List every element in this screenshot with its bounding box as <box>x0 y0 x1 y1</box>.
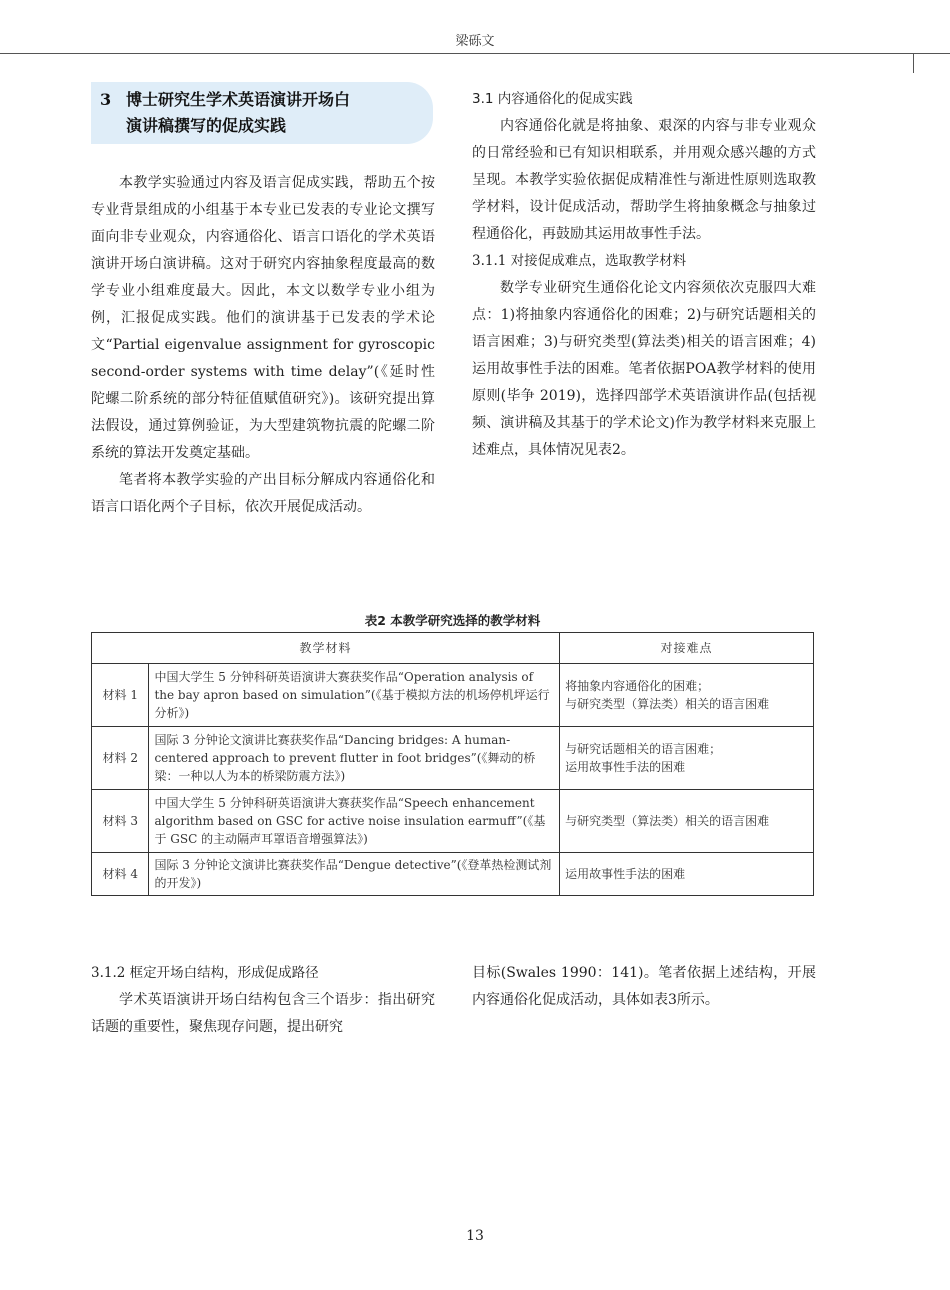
header-rule <box>0 53 950 54</box>
table-cell-material: 中国大学生 5 分钟科研英语演讲大赛获奖作品“Speech enhancement algorithm based on GSC for active noise insulation earmuff”(《基于 GSC 的主动隔声耳罩语音增强算法》) <box>149 790 560 853</box>
subsection-heading-3-1: 3.1 内容通俗化的促成实践 <box>472 91 633 107</box>
table-cell-id: 材料 1 <box>92 664 149 727</box>
bottom-right-column <box>472 960 816 1014</box>
table-row <box>92 853 814 896</box>
section-heading <box>100 87 420 139</box>
table-header-row <box>92 633 814 664</box>
right-paragraph-2: 数学专业研究生通俗化论文内容须依次克服四大难点：1)将抽象内容通俗化的困难；2)与研究话题相关的语言困难；3)与研究类型(算法类)相关的语言困难；4)运用故事性手法的困难。笔者依据POA教学材料的使用原则(毕争 2019)，选择四部学术英语演讲作品(包括视频、演讲稿及其基于的学术论文)作为教学材料来克服上述难点，具体情况见表2。 <box>472 280 816 458</box>
bottom-left-column <box>91 960 435 1041</box>
left-column <box>91 170 435 521</box>
subsection-heading-3-1-2: 3.1.2 框定开场白结构，形成促成路径 <box>91 965 319 981</box>
table-cell-material: 国际 3 分钟论文演讲比赛获奖作品“Dancing bridges: A human-centered approach to prevent flutter in foot bridges”(《舞动的桥梁：一种以人为本的桥梁防震方法》) <box>149 727 560 790</box>
section-title-line1: 博士研究生学术英语演讲开场白 <box>126 90 351 109</box>
table-cell-difficulty: 与研究话题相关的语言困难； 运用故事性手法的困难 <box>560 727 814 790</box>
table-cell-id: 材料 2 <box>92 727 149 790</box>
table-row <box>92 664 814 727</box>
left-paragraph-1: 本教学实验通过内容及语言促成实践，帮助五个按专业背景组成的小组基于本专业已发表的专业论文撰写面向非专业观众，内容通俗化、语言口语化的学术英语演讲开场白演讲稿。这对于研究内容抽象程度最高的数学专业小组难度最大。因此，本文以数学专业小组为例，汇报促成实践。他们的演讲基于已发表的学术论文“Partial eigenvalue assignment for gyroscopic second-order systems with time delay”(《延时性陀螺二阶系统的部分特征值赋值研究》)。该研究提出算法假设，通过算例验证，为大型建筑物抗震的陀螺二阶系统的算法开发奠定基础。 <box>91 175 435 461</box>
table-cell-difficulty: 运用故事性手法的困难 <box>560 853 814 896</box>
header-tick <box>913 53 914 73</box>
table-header-material: 教学材料 <box>92 633 560 664</box>
page-number: 13 <box>466 1228 484 1244</box>
subsection-heading-3-1-1: 3.1.1 对接促成难点，选取教学材料 <box>472 253 687 269</box>
table-row <box>92 790 814 853</box>
table-cell-difficulty: 与研究类型（算法类）相关的语言困难 <box>560 790 814 853</box>
section-title-line2: 演讲稿撰写的促成实践 <box>126 116 287 135</box>
table-cell-id: 材料 3 <box>92 790 149 853</box>
table-cell-id: 材料 4 <box>92 853 149 896</box>
table-cell-material: 国际 3 分钟论文演讲比赛获奖作品“Dengue detective”(《登革热检测试剂的开发》) <box>149 853 560 896</box>
table-2-caption: 表2 本教学研究选择的教学材料 <box>364 613 541 628</box>
table-row <box>92 727 814 790</box>
table-header-difficulty: 对接难点 <box>560 633 814 664</box>
right-paragraph-1: 内容通俗化就是将抽象、艰深的内容与非专业观众的日常经验和已有知识相联系，并用观众感兴趣的方式呈现。本教学实验依据促成精准性与渐进性原则选取教学材料，设计促成活动，帮助学生将抽象概念与抽象过程通俗化，再鼓励其运用故事性手法。 <box>472 118 816 242</box>
bottom-right-paragraph: 目标(Swales 1990：141)。笔者依据上述结构，开展内容通俗化促成活动，具体如表3所示。 <box>472 965 816 1008</box>
section-number: 3 <box>100 90 112 109</box>
table-cell-difficulty: 将抽象内容通俗化的困难； 与研究类型（算法类）相关的语言困难 <box>560 664 814 727</box>
table-2 <box>91 632 814 896</box>
bottom-left-paragraph: 学术英语演讲开场白结构包含三个语步：指出研究话题的重要性，聚焦现存问题，提出研究 <box>91 992 435 1035</box>
left-paragraph-2: 笔者将本教学实验的产出目标分解成内容通俗化和语言口语化两个子目标，依次开展促成活动。 <box>91 472 435 515</box>
right-column <box>472 86 816 464</box>
table-cell-material: 中国大学生 5 分钟科研英语演讲大赛获奖作品“Operation analysis of the bay apron based on simulation”(《基于模拟方法的机场停机坪运行分析》) <box>149 664 560 727</box>
running-head-author: 梁砾文 <box>455 34 495 49</box>
